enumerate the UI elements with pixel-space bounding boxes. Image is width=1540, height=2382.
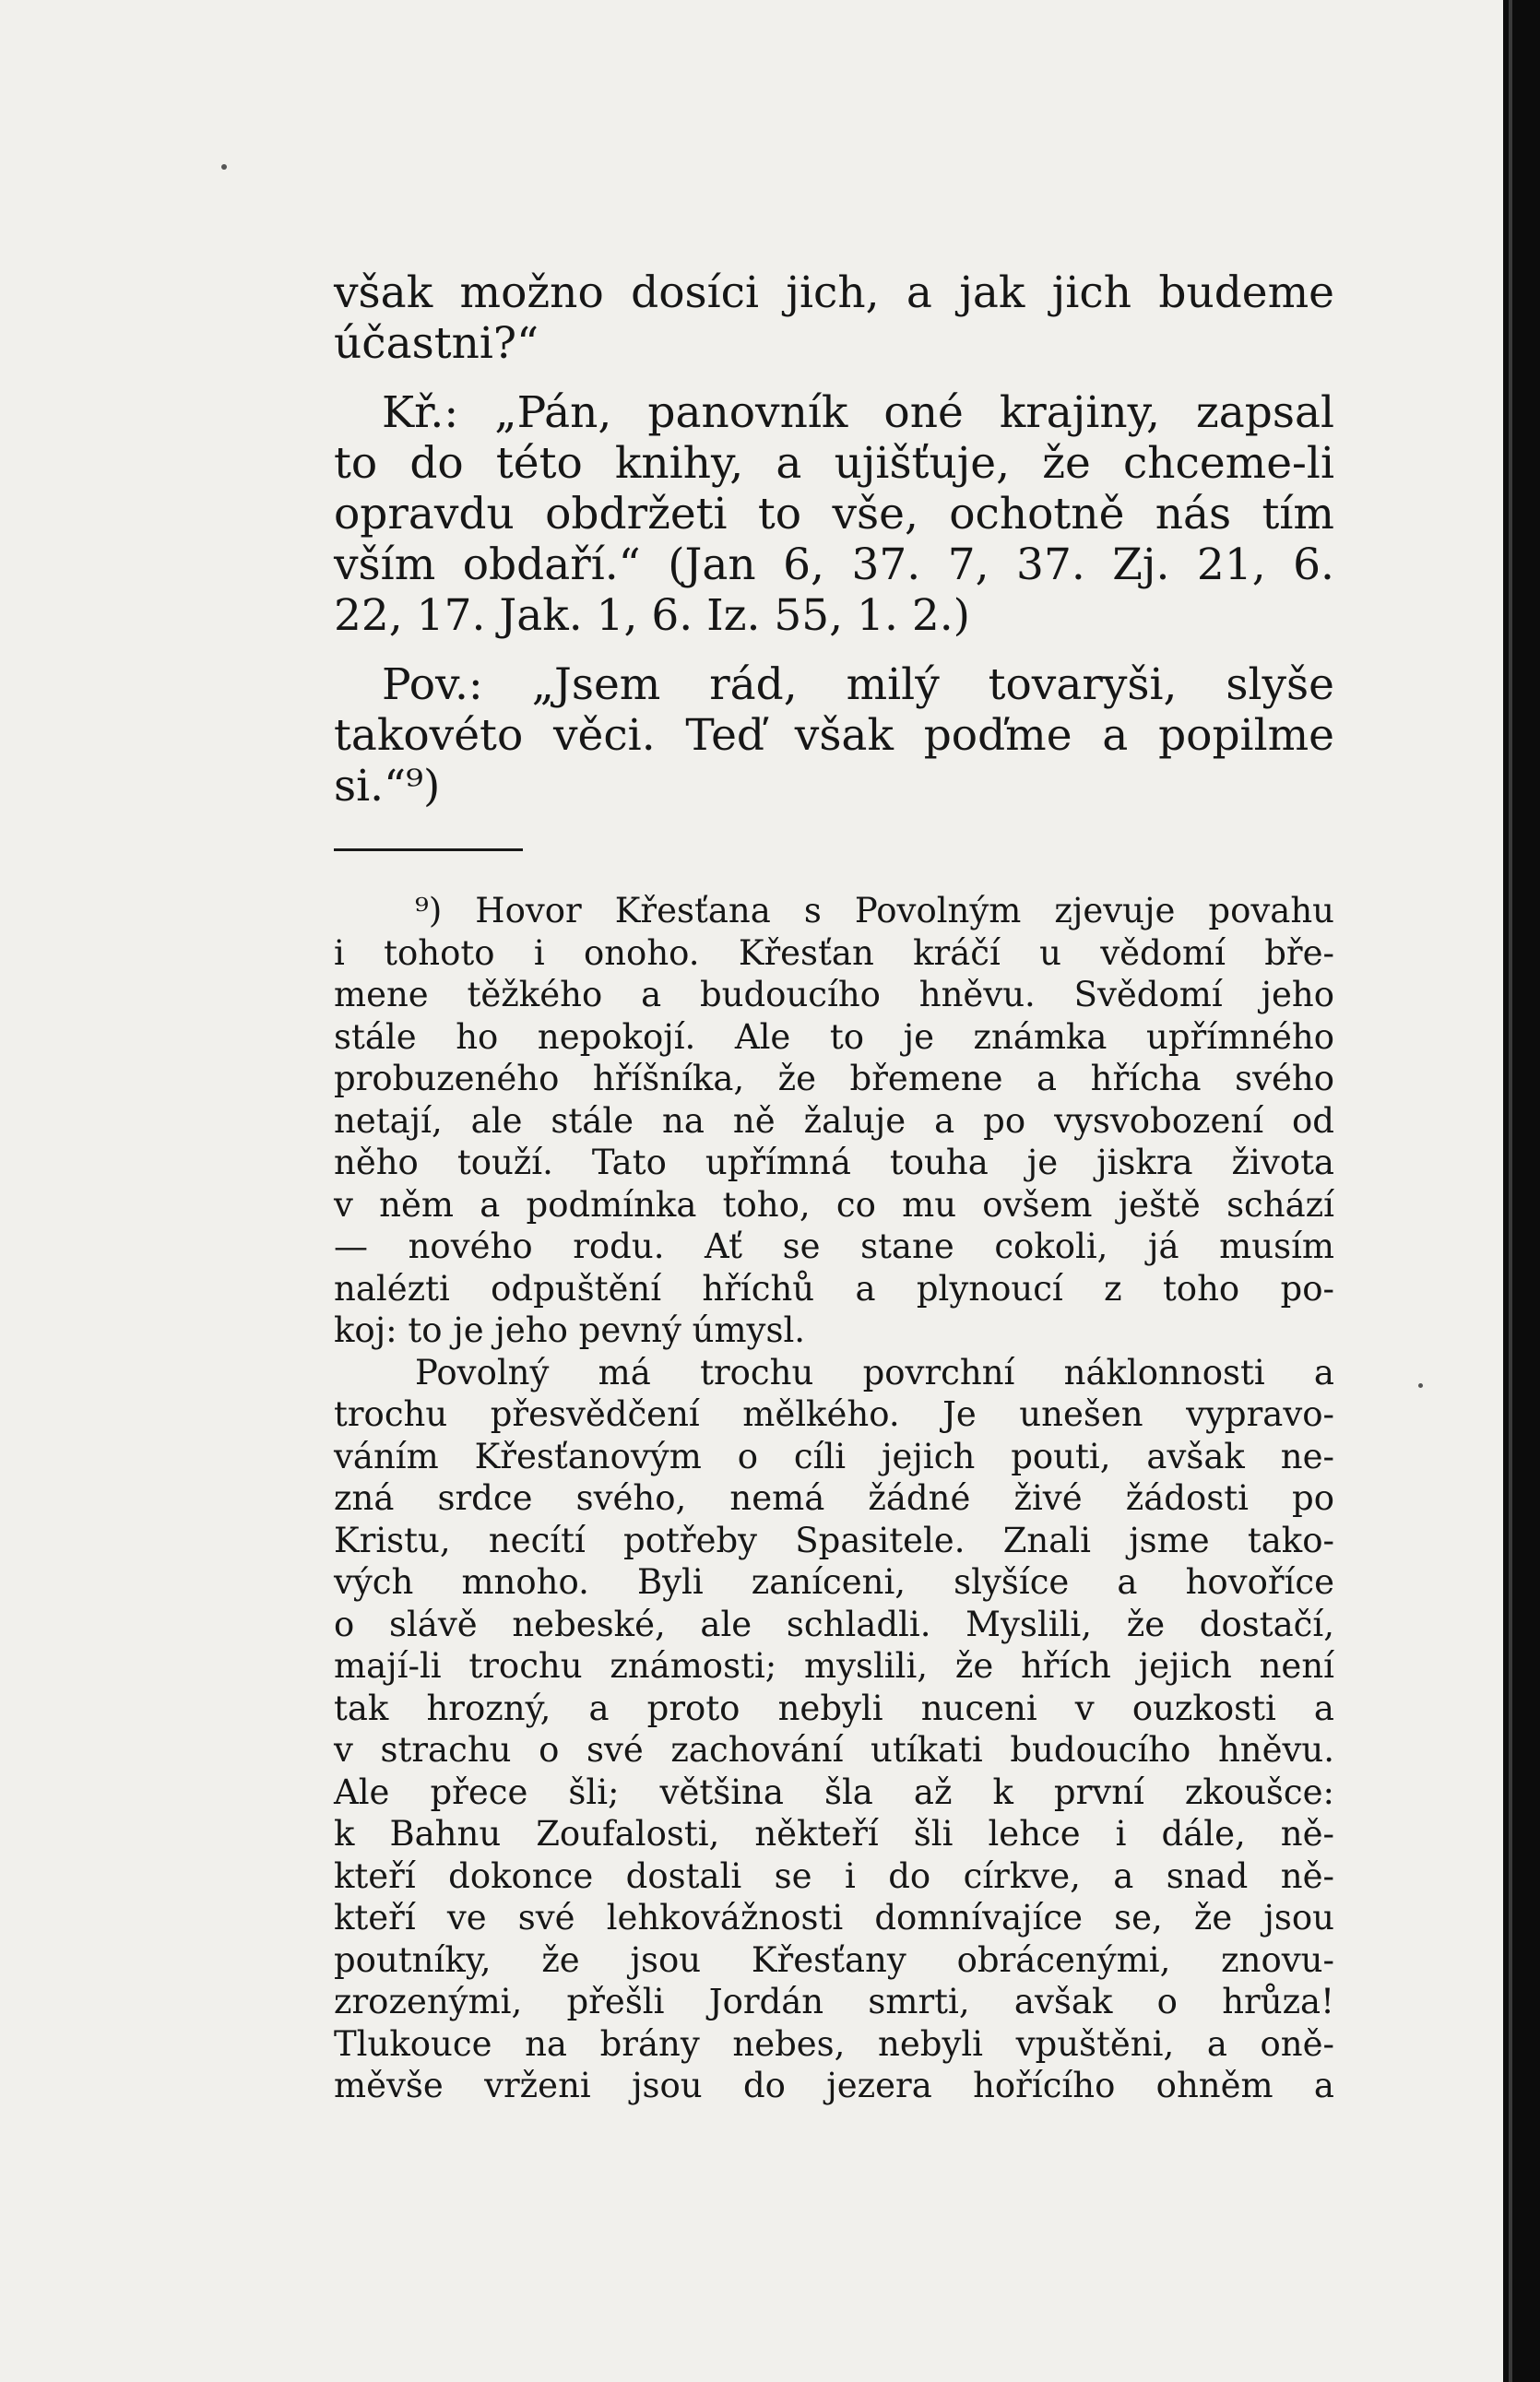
text-line: 22, 17. Jak. 1, 6. Iz. 55, 1. 2.) bbox=[334, 590, 971, 641]
footnote-line: kteří dokonce dostali se i do církve, a snad ně- bbox=[334, 1855, 1334, 1896]
footnote bbox=[334, 890, 1334, 2107]
footnote-line: váním Křesťanovým o cíli jejich pouti, avšak ne- bbox=[334, 1436, 1334, 1476]
footnote-line: Tlukouce na brány nebes, nebyli vpuštěni, a oně- bbox=[334, 2023, 1334, 2064]
footnote-divider bbox=[334, 848, 523, 851]
footnote-line: tak hrozný, a proto nebyli nuceni v ouzkosti a bbox=[334, 1688, 1334, 1728]
footnote-line: probuzeného hříšníka, že břemene a hřícha svého bbox=[334, 1059, 1334, 1098]
text-line: takovéto věci. Teď však poďme a popilme bbox=[334, 710, 1334, 761]
footnote-line: zrozenými, přešli Jordán smrti, avšak o hrůza! bbox=[334, 1982, 1334, 2021]
footnote-line: zná srdce svého, nemá žádné živé žádosti po bbox=[334, 1478, 1334, 1518]
footnote-line: Kristu, necítí potřeby Spasitele. Znali jsme tako- bbox=[334, 1520, 1334, 1560]
footnote-line: trochu přesvědčení mělkého. Je unešen vypravo- bbox=[334, 1394, 1334, 1434]
footnote-line: poutníky, že jsou Křesťany obrácenými, znovu- bbox=[334, 1939, 1334, 1980]
footnote-line: Ale přece šli; většina šla až k první zkoušce: bbox=[334, 1772, 1334, 1812]
text-line: Pov.: „Jsem rád, milý tovaryši, slyše bbox=[382, 659, 1334, 710]
footnote-line: mene těžkého a budoucího hněvu. Svědomí jeho bbox=[334, 975, 1334, 1014]
footnote-line: Povolný má trochu povrchní náklonnosti a bbox=[415, 1352, 1334, 1392]
text-line: si.“⁹) bbox=[334, 761, 441, 812]
page-text bbox=[334, 267, 1334, 2107]
footnote-line: ⁹) Hovor Křesťana s Povolným zjevuje povahu bbox=[415, 891, 1334, 930]
footnote-line: měvše vrženi jsou do jezera hořícího ohněm a bbox=[334, 2066, 1334, 2105]
footnote-line: o slávě nebeské, ale schladli. Myslili, že dostačí, bbox=[334, 1604, 1334, 1644]
footnote-line: k Bahnu Zoufalosti, někteří šli lehce i dále, ně- bbox=[334, 1814, 1334, 1854]
text-line: účastni?“ bbox=[334, 318, 539, 369]
footnote-line: mají-li trochu známosti; myslili, že hřích jejich není bbox=[334, 1646, 1334, 1686]
text-line: opravdu obdržeti to vše, ochotně nás tím bbox=[334, 489, 1334, 539]
footnote-line: něho touží. Tato upřímná touha je jiskra života bbox=[334, 1143, 1334, 1182]
footnote-line: nalézti odpuštění hříchů a plynoucí z toho po- bbox=[334, 1268, 1334, 1309]
footnote-line: vých mnoho. Byli zaníceni, slyšíce a hovoříce bbox=[334, 1562, 1334, 1602]
main-paragraphs bbox=[334, 267, 1334, 812]
footnote-line: koj: to je jeho pevný úmysl. bbox=[334, 1310, 806, 1350]
text-line: však možno dosíci jich, a jak jich budeme bbox=[334, 267, 1334, 318]
footnote-line: kteří ve své lehkovážnosti domnívajíce se, že jsou bbox=[334, 1898, 1334, 1938]
text-line: to do této knihy, a ujišťuje, že chceme-li bbox=[334, 438, 1334, 489]
footnote-line: v strachu o své zachování utíkati budoucího hněvu. bbox=[334, 1730, 1334, 1770]
paper-speck bbox=[1418, 1383, 1423, 1388]
page-edge-line bbox=[1509, 0, 1512, 2382]
text-line: Kř.: „Pán, panovník oné krajiny, zapsal bbox=[382, 387, 1334, 438]
footnote-line: netají, ale stále na ně žaluje a po vysvobození od bbox=[334, 1100, 1334, 1141]
footnote-line: i tohoto i onoho. Křesťan kráčí u vědomí bře- bbox=[334, 932, 1334, 973]
footnote-line: — nového rodu. Ať se stane cokoli, já musím bbox=[334, 1227, 1334, 1266]
footnote-line: v něm a podmínka toho, co mu ovšem ještě schází bbox=[334, 1184, 1334, 1225]
text-line: vším obdaří.“ (Jan 6, 37. 7, 37. Zj. 21, 6. bbox=[334, 539, 1334, 590]
paper-speck bbox=[221, 164, 227, 170]
footnote-line: stále ho nepokojí. Ale to je známka upřímného bbox=[334, 1016, 1334, 1057]
